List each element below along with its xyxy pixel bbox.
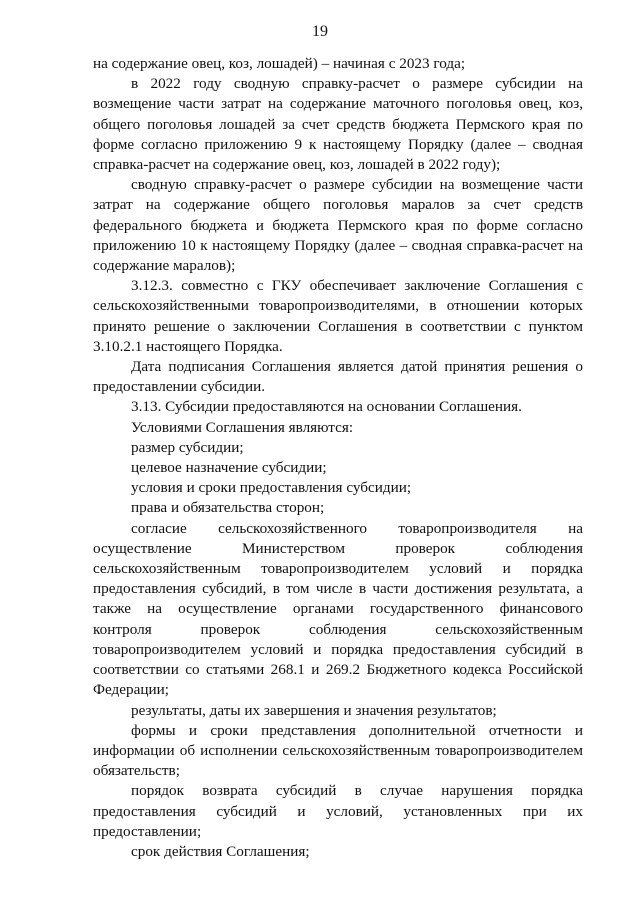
list-item-subsidy-amount: размер субсидии; xyxy=(131,438,244,456)
list-item-purpose: целевое назначение субсидии; xyxy=(131,459,327,477)
paragraph-summary-sheep-goats-horses-2022: в 2022 году сводную справку-расчет о размере субсидии на возмещение части затрат на содержание маточного поголовья овец, коз, общего поголовья лошадей за счет средств бюджета Пермского края по форме согласно приложению 9 к настоящему Порядку (далее – сводная справка-расчет на содержание овец, коз, лошадей в 2022 году); xyxy=(93,75,583,174)
list-item-refund-procedure: порядок возврата субсидий в случае нарушения порядка предоставления субсидий и условий, установленных при их предоставлении; xyxy=(93,782,583,840)
list-item-terms: условия и сроки предоставления субсидии; xyxy=(131,479,412,497)
list-item-reporting: формы и сроки представления дополнительной отчетности и информации об исполнении сельскохозяйственным товаропроизводителем обязательств; xyxy=(93,721,583,780)
list-item-agreement-term: срок действия Соглашения; xyxy=(131,842,310,860)
document-body xyxy=(93,54,583,862)
paragraph-signing-date: Дата подписания Соглашения является датой принятия решения о предоставлении субсидии. xyxy=(93,358,583,396)
list-item-consent-inspections: согласие сельскохозяйственного товаропроизводителя на осуществление Министерством проверок соблюдения сельскохозяйственным товаропроизводителем условий и порядка предоставления субсидий, в том числе в части достижения результата, а также на осуществление органами государственного финансового контроля проверок соблюдения сельскохозяйственным товаропроизводителем условий и порядка предоставления субсидий в соответствии со статьями 268.1 и 269.2 Бюджетного кодекса Российской Федерации; xyxy=(93,519,583,699)
list-item-rights: права и обязательства сторон; xyxy=(131,499,325,517)
paragraph-conditions-heading: Условиями Соглашения являются: xyxy=(131,418,354,436)
paragraph-3-13: 3.13. Субсидии предоставляются на основании Соглашения. xyxy=(131,398,522,416)
paragraph-continuation: на содержание овец, коз, лошадей) – начиная с 2023 года; xyxy=(93,55,466,72)
page-number: 19 xyxy=(312,23,328,40)
paragraph-3-12-3: 3.12.3. совместно с ГКУ обеспечивает заключение Соглашения с сельскохозяйственными товаропроизводителями, в отношении которых принято решение о заключении Соглашения в соответствии с пунктом 3.10.2.1 настоящего Порядка. xyxy=(93,277,583,355)
paragraph-summary-marals: сводную справку-расчет о размере субсидии на возмещение части затрат на содержание общего поголовья маралов за счет средств федерального бюджета и бюджета Пермского края по форме согласно приложению 10 к настоящему Порядку (далее – сводная справка-расчет на содержание маралов); xyxy=(93,176,583,275)
list-item-results: результаты, даты их завершения и значения результатов; xyxy=(131,701,497,719)
